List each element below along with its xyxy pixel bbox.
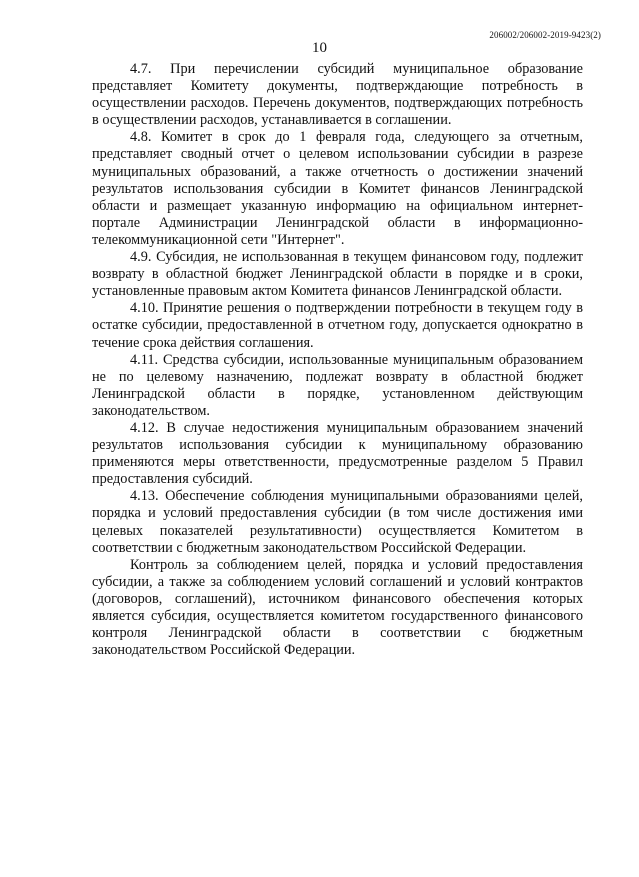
- paragraph-4-10: 4.10. Принятие решения о подтверждении потребности в текущем году в остатке субсидии, предоставленной в отчетном году, допускается однократно в течение срока действия соглашения.: [92, 300, 583, 351]
- paragraph-4-8: 4.8. Комитет в срок до 1 февраля года, следующего за отчетным, представляет сводный отчет о целевом использовании субсидии в разрезе муниципальных образований, а также отчетность о достижении значений результатов использования субсидии в Комитет финансов Ленинградской области и размещает указанную информацию на официальном интернет-портале Администрации Ленинградской области в информационно-телекоммуникационной сети "Интернет".: [92, 129, 583, 248]
- document-id: 206002/206002-2019-9423(2): [489, 30, 601, 40]
- paragraph-4-13: 4.13. Обеспечение соблюдения муниципальными образованиями целей, порядка и условий предоставления субсидии (в том числе достижения ими целевых показателей результативности) осуществляется Комитетом в соответствии с бюджетным законодательством Российской Федерации.: [92, 488, 583, 556]
- paragraph-4-11: 4.11. Средства субсидии, использованные муниципальным образованием не по целевому назначению, подлежат возврату в областной бюджет Ленинградской области в порядке, установленном действующим законодательством.: [92, 351, 583, 419]
- paragraph-4-7: 4.7. При перечислении субсидий муниципальное образование представляет Комитету документы, подтверждающие потребность в осуществлении расходов. Перечень документов, подтверждающих потребность в осуществлении расходов, устанавливается в соглашении.: [92, 61, 583, 129]
- paragraph-4-9: 4.9. Субсидия, не использованная в текущем финансовом году, подлежит возврату в областной бюджет Ленинградской области в порядке и в сроки, установленные правовым актом Комитета финансов Ленинградской области.: [92, 249, 583, 300]
- paragraph-4-12: 4.12. В случае недостижения муниципальным образованием значений результатов использования субсидии к муниципальному образованию применяются меры ответственности, предусмотренные разделом 5 Правил предоставления субсидий.: [92, 419, 583, 488]
- document-body: [92, 61, 583, 659]
- paragraph-control: Контроль за соблюдением целей, порядка и условий предоставления субсидии, а также за соблюдением условий соглашений и условий контрактов (договоров, соглашений), источником финансового обеспечения которых является субсидия, осуществляется комитетом государственного финансового контроля Ленинградской области в соответствии с бюджетным законодательством Российской Федерации.: [92, 556, 583, 659]
- page-number: 10: [312, 40, 327, 56]
